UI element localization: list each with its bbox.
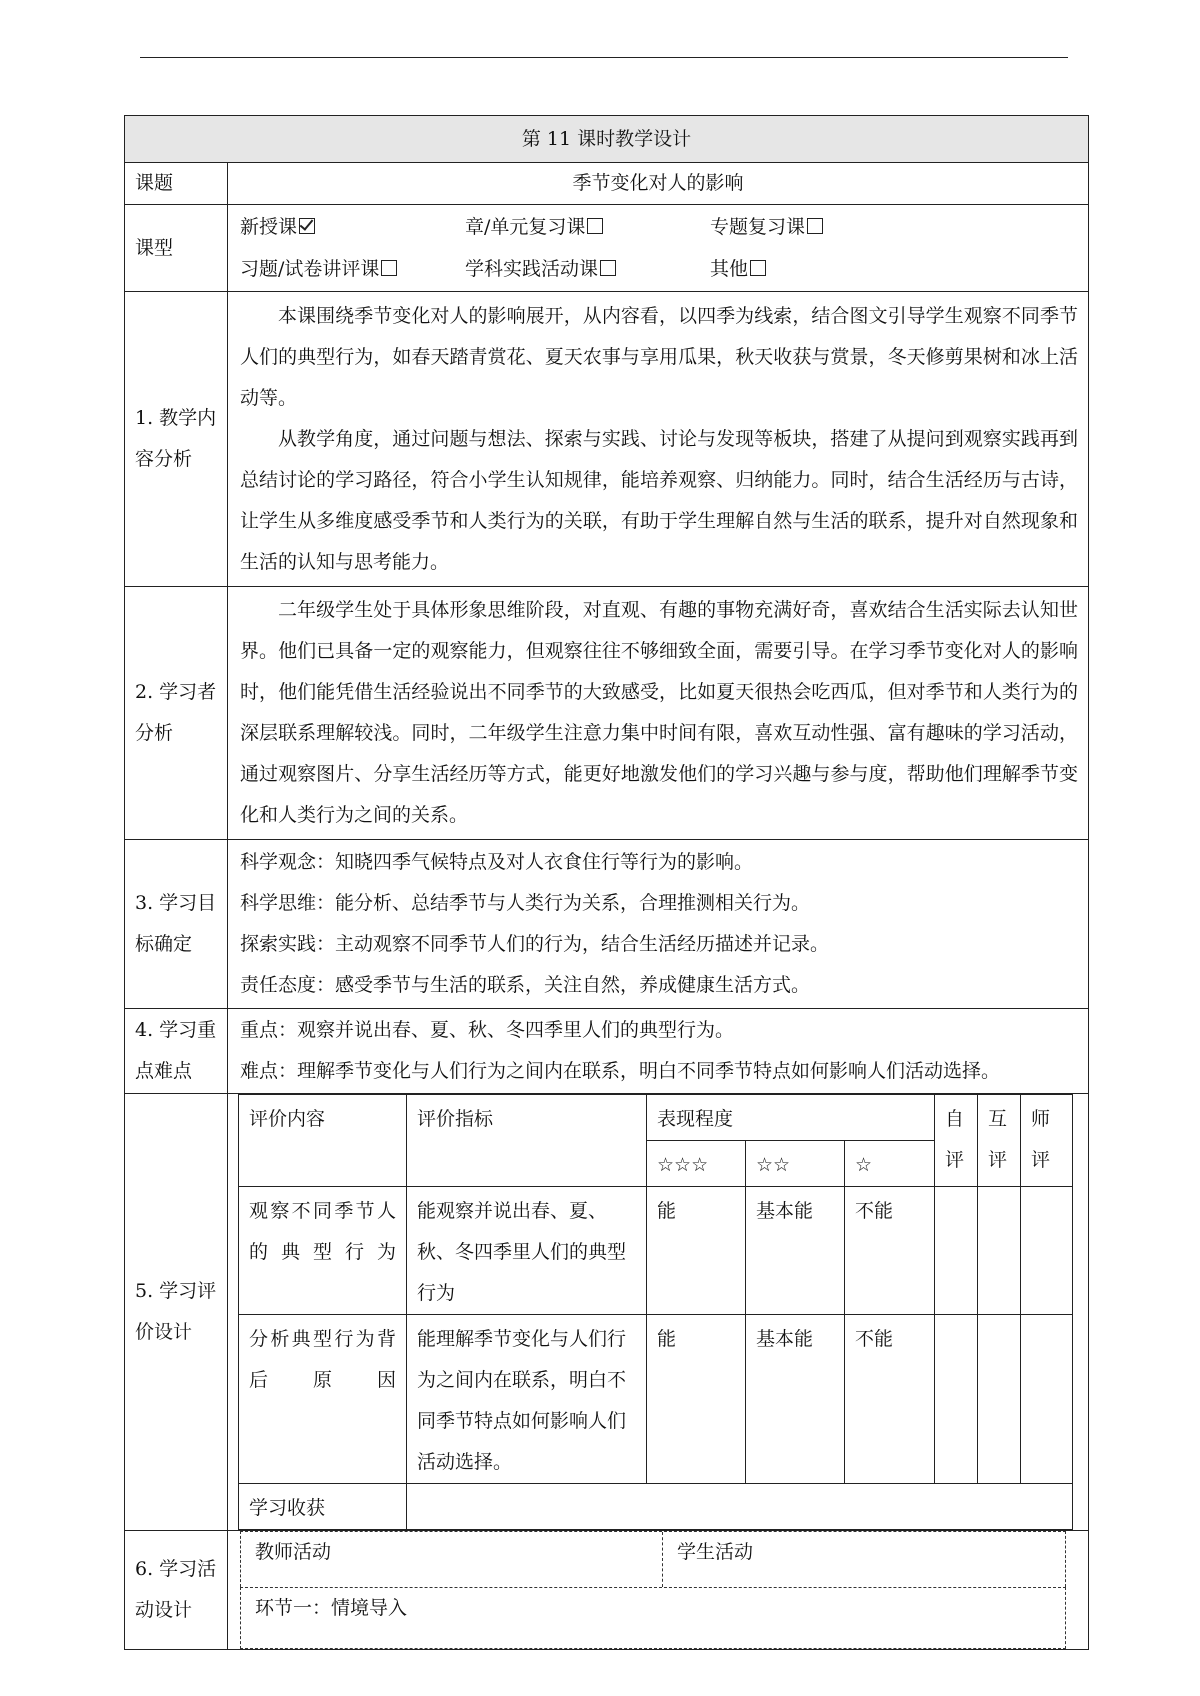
eval-level1-1: 不能 [845,1187,935,1315]
activities-table [240,1531,1066,1649]
lesson-type-options [228,205,1089,292]
eval-self-2[interactable] [935,1315,978,1484]
checkbox-icon[interactable] [600,260,616,276]
type-option-other[interactable]: 其他 [710,248,930,290]
objectives-text: 科学观念：知晓四季气候特点及对人衣食住行等行为的影响。 科学思维：能分析、总结季节与人类行为关系，合理推测相关行为。 探索实践：主动观察不同季节人们的行为，结合生活经历描述并记录。 责任态度：感受季节与生活的联系，关注自然，养成健康生活方式。 [228,840,1089,1009]
eval-self-1[interactable] [935,1187,978,1315]
topic-row [125,163,1089,205]
evaluation-table [238,1094,1073,1530]
checkbox-icon[interactable] [381,260,397,276]
type-option-new[interactable]: 新授课 [240,206,465,248]
evaluation-label: 5. 学习评价设计 [125,1094,228,1531]
objectives-row [125,840,1089,1009]
evaluation-cell [228,1094,1089,1531]
teacher-activity-header: 教师活动 [241,1532,663,1587]
topic-value: 季节变化对人的影响 [228,163,1089,205]
eval-level1-2: 不能 [845,1315,935,1484]
type-option-unit-review[interactable]: 章/单元复习课 [465,206,710,248]
activities-row [125,1531,1089,1650]
eval-header-level: 表现程度 [647,1095,935,1141]
title-row [125,116,1089,163]
eval-content-1: 观察不同季节人的典型行为 [239,1187,407,1315]
eval-level2-1: 基本能 [746,1187,845,1315]
lesson-type-row [125,205,1089,292]
two-stars-icon: ☆☆ [746,1141,845,1187]
checkbox-icon[interactable] [587,218,603,234]
one-star-icon: ☆ [845,1141,935,1187]
lesson-plan-table [124,115,1089,1650]
learner-analysis-text: 二年级学生处于具体形象思维阶段，对直观、有趣的事物充满好奇，喜欢结合生活实际去认知世界。他们已具备一定的观察能力，但观察往往不够细致全面，需要引导。在学习季节变化对人的影响时，他们能凭借生活经验说出不同季节的大致感受，比如夏天很热会吃西瓜，但对季节和人类行为的深层联系理解较浅。同时，二年级学生注意力集中时间有限，喜欢互动性强、富有趣味的学习活动，通过观察图片、分享生活经历等方式，能更好地激发他们的学习兴趣与参与度，帮助他们理解季节变化和人类行为之间的关系。 [228,587,1089,840]
table-row [239,1187,1073,1315]
key-points-row [125,1009,1089,1094]
type-option-practice[interactable]: 学科实践活动课 [465,248,710,290]
activities-label: 6. 学习活动设计 [125,1531,228,1650]
eval-indicator-2: 能理解季节变化与人们行为之间内在联系，明白不同季节特点如何影响人们活动选择。 [407,1315,647,1484]
eval-header-self: 自评 [935,1095,978,1187]
header-rule [140,57,1068,58]
eval-level3-2: 能 [647,1315,746,1484]
content-analysis-text: 本课围绕季节变化对人的影响展开，从内容看，以四季为线索，结合图文引导学生观察不同季节人们的典型行为，如春天踏青赏花、夏天农事与享用瓜果，秋天收获与赏景，冬天修剪果树和冰上活动等。 从教学角度，通过问题与想法、探索与实践、讨论与发现等板块，搭建了从提问到观察实践再到总结讨论的学习路径，符合小学生认知规律，能培养观察、归纳能力。同时，结合生活经历与古诗，让学生从多维度感受季节和人类行为的关联，有助于学生理解自然与生活的联系，提升对自然现象和生活的认知与思考能力。 [228,292,1089,587]
eval-indicator-1: 能观察并说出春、夏、秋、冬四季里人们的典型行为 [407,1187,647,1315]
eval-header-indicator: 评价指标 [407,1095,647,1187]
activities-header [240,1531,1066,1587]
checkbox-icon[interactable] [750,260,766,276]
harvest-field[interactable] [407,1484,1073,1530]
eval-content-2: 分析典型行为背后原因 [239,1315,407,1484]
key-points-label: 4. 学习重点难点 [125,1009,228,1094]
type-option-topic-review[interactable]: 专题复习课 [710,206,930,248]
eval-peer-2[interactable] [978,1315,1021,1484]
eval-level3-1: 能 [647,1187,746,1315]
page-title: 第 11 课时教学设计 [125,116,1089,163]
eval-header-peer: 互评 [978,1095,1021,1187]
learner-analysis-label: 2. 学习者分析 [125,587,228,840]
three-stars-icon: ☆☆☆ [647,1141,746,1187]
content-analysis-row [125,292,1089,587]
evaluation-row [125,1094,1089,1531]
learner-analysis-row [125,587,1089,840]
eval-header-teacher: 师评 [1021,1095,1073,1187]
table-row [239,1315,1073,1484]
student-activity-header: 学生活动 [677,1541,754,1563]
topic-label: 课题 [125,163,228,205]
lesson-type-label: 课型 [125,205,228,292]
eval-header-content: 评价内容 [239,1095,407,1187]
harvest-label: 学习收获 [239,1484,407,1530]
activities-cell [228,1531,1089,1650]
eval-peer-1[interactable] [978,1187,1021,1315]
eval-header-row [239,1095,1073,1141]
type-option-exercise[interactable]: 习题/试卷讲评课 [240,248,465,290]
eval-level2-2: 基本能 [746,1315,845,1484]
objectives-label: 3. 学习目标确定 [125,840,228,1009]
checked-box-icon[interactable] [299,218,315,234]
eval-teacher-2[interactable] [1021,1315,1073,1484]
key-points-text: 重点：观察并说出春、夏、秋、冬四季里人们的典型行为。 难点：理解季节变化与人们行为之间内在联系，明白不同季节特点如何影响人们活动选择。 [228,1009,1089,1094]
content-analysis-label: 1. 教学内容分析 [125,292,228,587]
checkbox-icon[interactable] [807,218,823,234]
eval-teacher-1[interactable] [1021,1187,1073,1315]
stage-one-row: 环节一：情境导入 [240,1587,1066,1649]
harvest-row [239,1484,1073,1530]
